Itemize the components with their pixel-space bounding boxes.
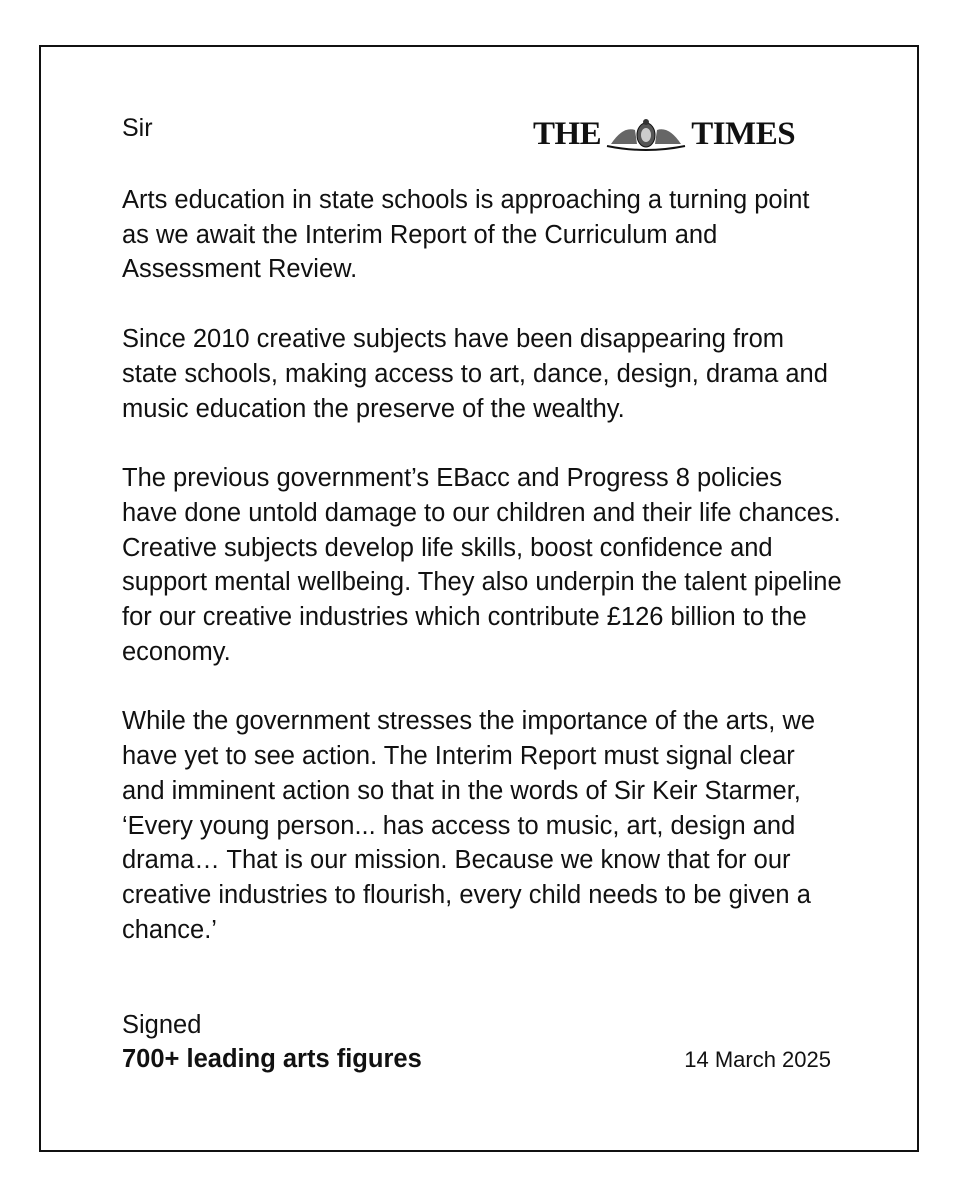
logo-text-left: THE [533, 116, 602, 152]
letter-body [122, 183, 842, 982]
letter-date: 14 March 2025 [684, 1047, 831, 1072]
paragraph: While the government stresses the importance of the arts, we have yet to see action. The Interim Report must signal clear and imminent action so that in the words of Sir Keir Starmer, ‘Every young person... has access to music, art, design and drama… That is our mission. Because we know that for our creative industries to flourish, every child needs to be given a chance.’ [122, 707, 816, 944]
royal-crest-icon [603, 118, 689, 152]
the-times-logo [533, 116, 795, 153]
signature-block [122, 1008, 422, 1076]
salutation: Sir [122, 114, 153, 142]
paragraph: Arts education in state schools is approaching a turning point as we await the Interim Report of the Curriculum and Assessment Review. [122, 186, 810, 284]
paragraph: The previous government’s EBacc and Progress 8 policies have done untold damage to our children and their life chances. Creative subjects develop life skills, boost confidence and support mental wellbeing. They also underpin the talent pipeline for our creative industries which contribute £126 billion to the economy. [122, 464, 842, 666]
signed-label: Signed [122, 1011, 202, 1039]
signatories: 700+ leading arts figures [122, 1045, 422, 1073]
logo-text-right: TIMES [691, 116, 796, 152]
paragraph: Since 2010 creative subjects have been disappearing from state schools, making access to art, dance, design, drama and music education the preserve of the wealthy. [122, 325, 828, 423]
